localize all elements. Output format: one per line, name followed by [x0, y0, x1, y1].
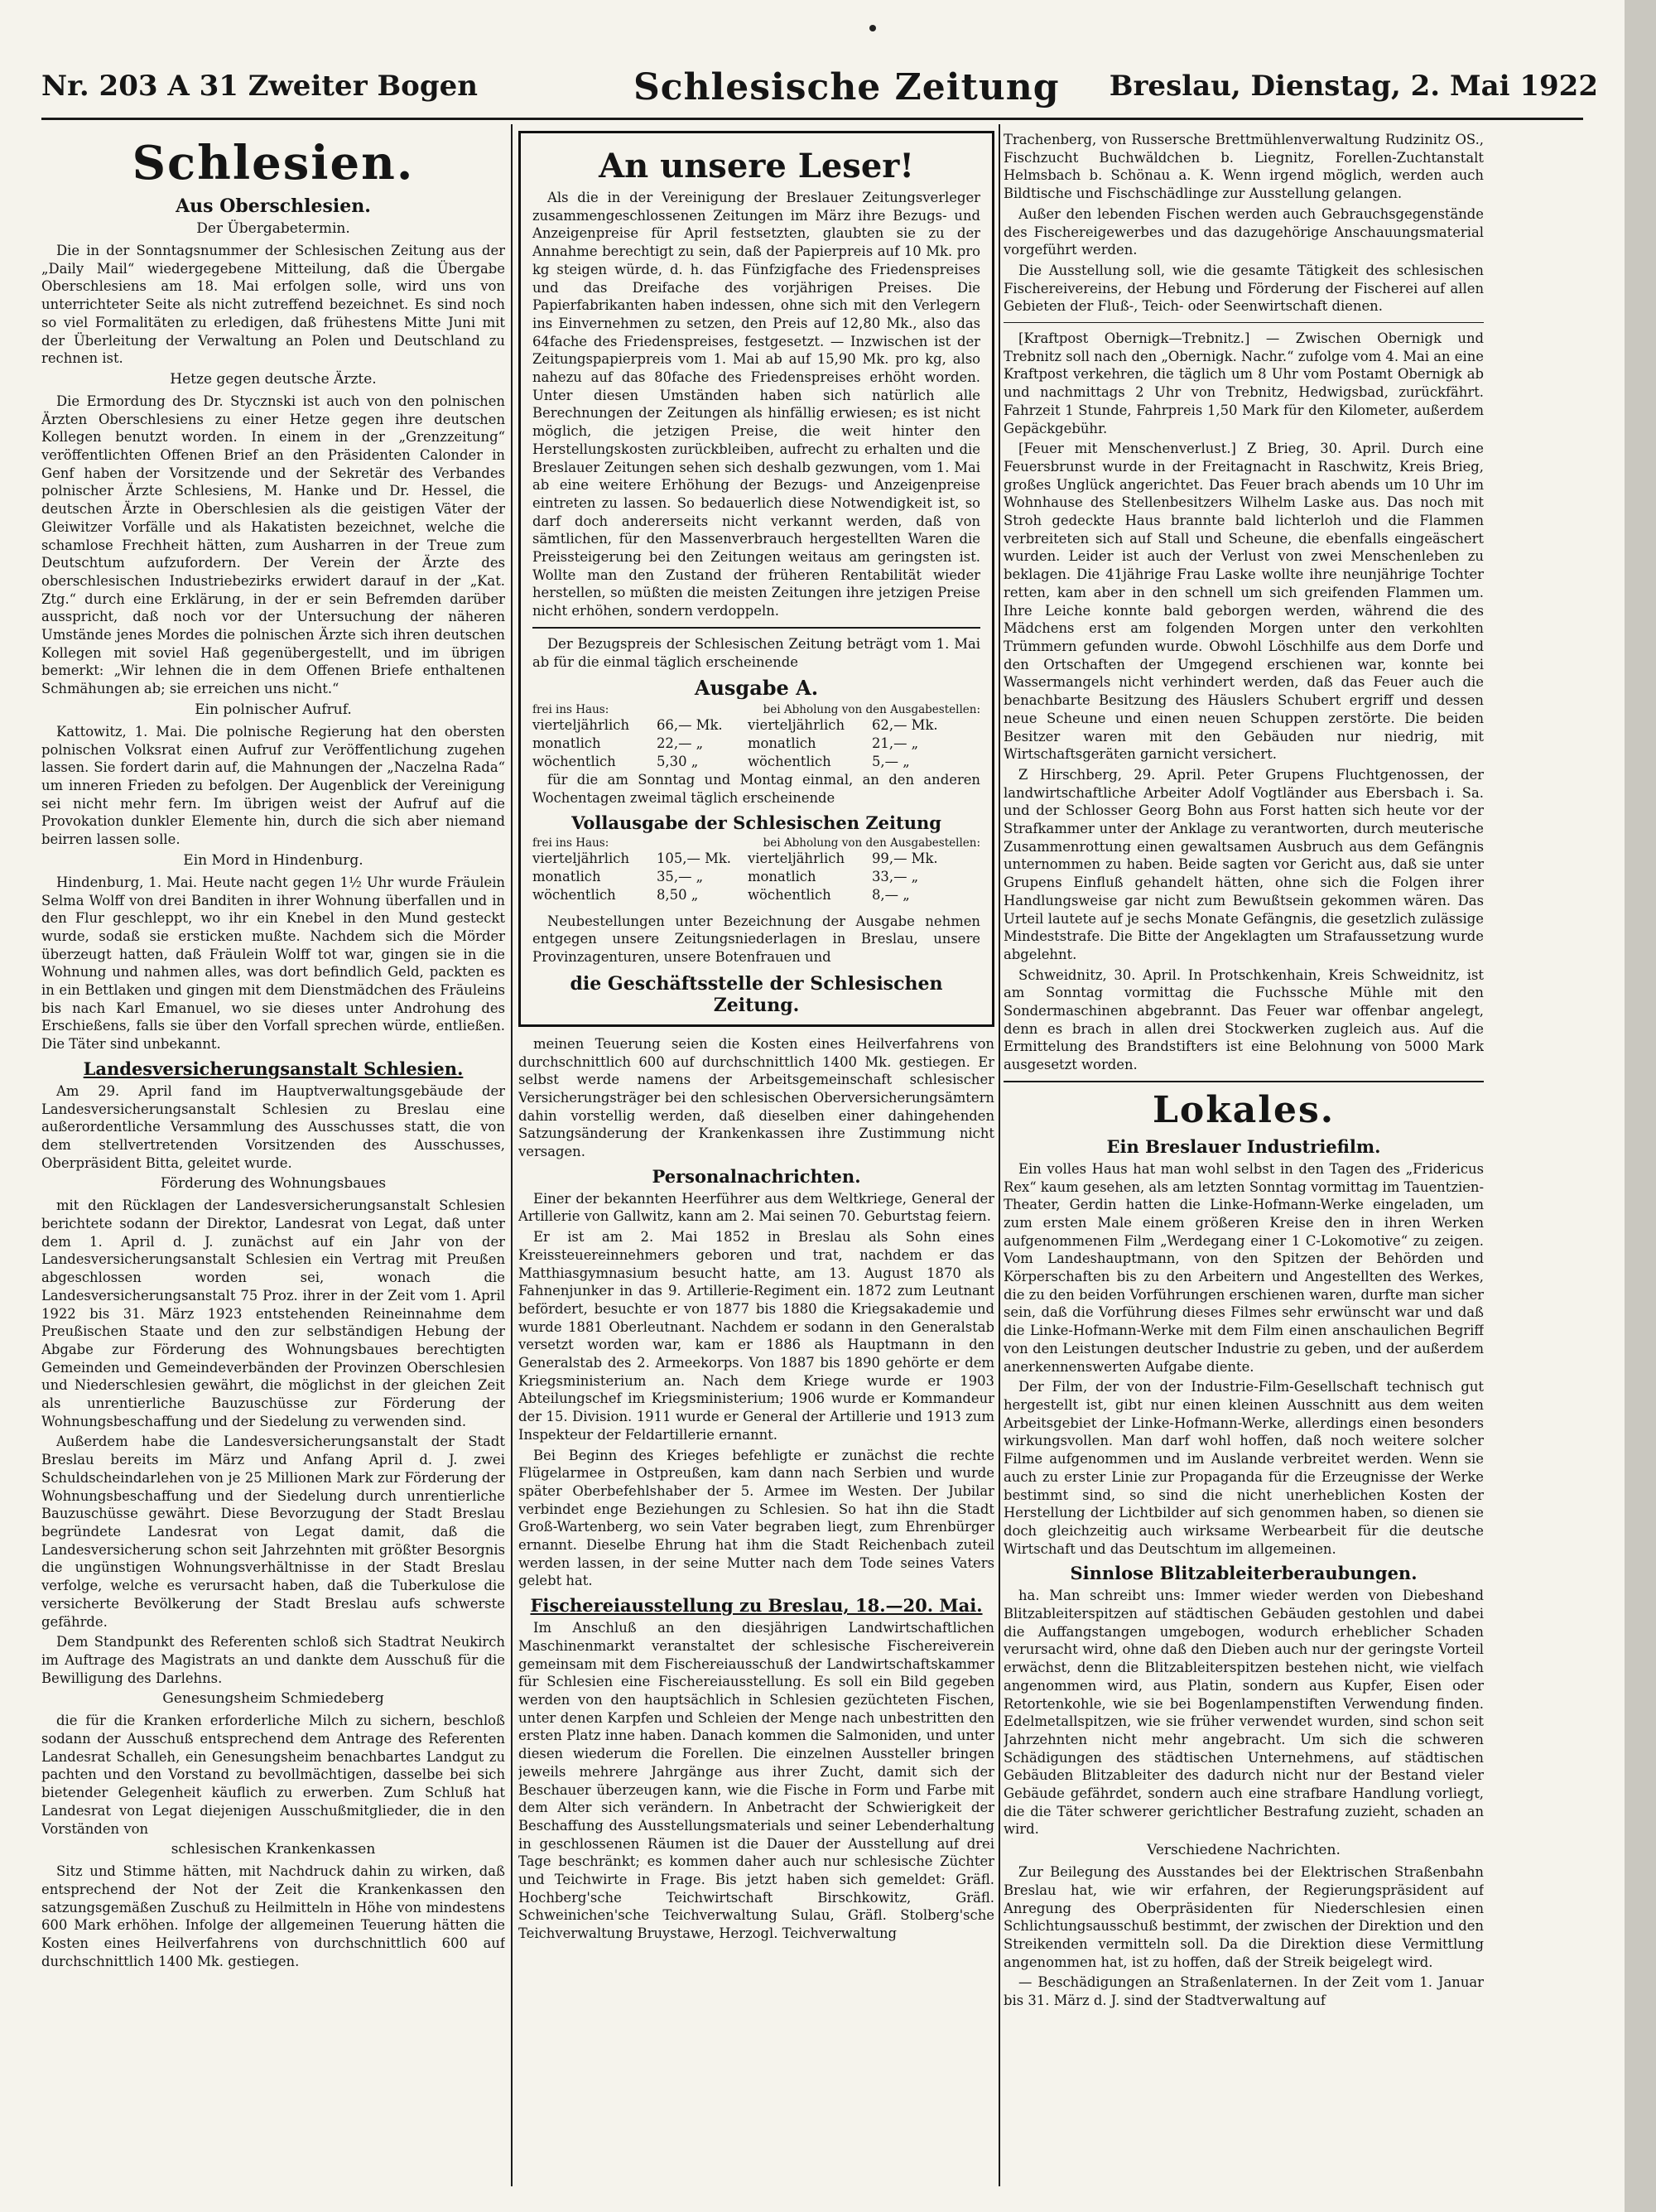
rate-period: wöchentlich [532, 886, 616, 903]
subhead: Verschiedene Nachrichten. [1147, 1842, 1341, 1859]
rate-value: 66,— Mk. [657, 717, 723, 734]
article-paragraph: ha. Man schreibt uns: Immer wieder werden von Diebeshand Blitzableiterspitzen auf städtischen Gebäuden gestohlen und dabei die Auffangstangen umgebogen, wodurch erheblicher Schaden verursacht wird, ohne daß den Dieben auch nur der geringste Vorteil erwächst, denn die Blitzableiterspitzen bestehen nicht, wie vielfach angenommen wird, aus Platin, sondern aus Kupfer, Eisen oder Retortenkohle, wie sie bei Bogenlampenstiften Verwendung finden. Edelmetallspitzen, wie sie früher verwendet wurden, sind schon seit Jahrzehnten nicht mehr angebracht. Um sich die schweren Schädigungen des städtischen Unternehmens, auf städtischen Gebäuden Blitzableiter des dadurch nicht nur der Bestand vieler Gebäude gefährdet, sondern auch eine strafbare Handlung vorliegt, die die Täter schwerer gerichtlicher Bestrafung zuzieht, schaden an wird. [1004, 1588, 1484, 1838]
rate-header-left: frei ins Haus: [532, 836, 609, 850]
rate-value: 22,— „ [657, 735, 704, 752]
notice-paragraph: Als die in der Vereinigung der Breslauer Zeitungsverleger zusammengeschlossenen Zeitungen im März ihre Bezugs- und Anzeigenpreise für April festsetzten, glaubten sie zu der Annahme berechtigt zu sein, daß der Papierpreis auf 10 Mk. pro kg steigen würde, d. h. das Fünfzigfache des Friedenspreises und das Dreifache des vorjährigen Preises. Die Papierfabrikanten haben indessen, ohne sich mit den Verlegern ins Einvernehmen zu setzen, den Preis auf 12,80 Mk., also das 64fache des Friedenspreises, festgesetzt. — Inzwischen ist der Zeitungspapierpreis vom 1. Mai ab auf 15,90 Mk. pro kg, also nahezu auf das 80fache des Friedenspreises erhöht worden. Unter diesen Umständen haben sich natürlich alle Berechnungen der Zeitungen als hinfällig erwiesen; es ist nicht möglich, die jetzigen Preise, die weit hinter den Herstellungskosten zurückbleiben, aufrecht zu erhalten und die Breslauer Zeitungen sehen sich deshalb gezwungen, vom 1. Mai ab eine weitere Erhöhung der Bezugs- und Anzeigenpreise eintreten zu lassen. So bedauerlich diese Notwendigkeit ist, so darf doch andererseits nicht verkannt werden, daß von sämtlichen, für den Massenverbrauch hergestellten Waren die Preissteigerung bei den Zeitungen weitaus am geringsten ist. Wollte man den Zustand der früheren Rentabilität wieder herstellen, so müßten die meisten Zeitungen ihre jetzigen Preise nicht erhöhen, sondern verdoppeln. [532, 190, 980, 619]
column-rule-2 [999, 124, 1000, 2186]
article-paragraph: [Kraftpost Obernigk—Trebnitz.] — Zwischen Obernigk und Trebnitz soll nach den „Obernigk. Nachr.“ zufolge vom 4. Mai an eine Kraftpost verkehren, die täglich um 8 Uhr vom Postamt Obernigk ab und nachmittags 2 Uhr von Trebnitz, Hedwigsbad, zurückfährt. Fahrzeit 1 Stunde, Fahrpreis 1,50 Mark für den Kilometer, außerdem Gepäckgebühr. [1004, 330, 1484, 436]
article-paragraph: mit den Rücklagen der Landesversicherungsanstalt Schlesien berichtete sodann der Direktor, Landesrat von Legat, daß unter dem 1. April d. J. zunächst auf ein Jahr von der Landesversicherungsanstalt Schlesien ein Vertrag mit Preußen abgeschlossen worden sei, wonach die Landesversicherungsanstalt 75 Proz. ihrer in der Zeit vom 1. April 1922 bis 31. März 1923 entstehenden Reineinnahme dem Preußischen Staate und den zur selbständigen Hebung der Abgabe zur Förderung des Wohnungsbaues berechtigten Gemeinden und Gemeindeverbänden der Provinzen Oberschlesien und Niederschlesien gewährt, die möglichst in der gleichen Zeit als unrentierliche Bauzuschüsse zur Förderung der Wohnungsbeschaffung und der Siedelung zu verwenden sind. [41, 1198, 505, 1429]
rate-header-right: bei Abholung von den Ausgabestellen: [763, 703, 980, 717]
article-paragraph: Einer der bekannten Heerführer aus dem Weltkriege, General der Artillerie von Gallwitz, kann am 2. Mai seinen 70. Geburtstag feiern. [518, 1190, 994, 1225]
subhead: Fischereiausstellung zu Breslau, 18.—20. Mai. [530, 1595, 983, 1617]
article-paragraph: meinen Teuerung seien die Kosten eines Heilverfahrens von durchschnittlich 600 auf durchschnittlich 1400 Mk. gestiegen. Er selbst werde namens der Arbeitsgemeinschaft schlesischer Versicherungsträger bei den schlesischen Oberversicherungsämtern dahin vorstellig werden, daß dieselben einer dahingehenden Satzungsänderung der Krankenkassen ihre Zustimmung nicht versagen. [518, 1035, 994, 1160]
article-paragraph: Er ist am 2. Mai 1852 in Breslau als Sohn eines Kreissteuereinnehmers geboren und trat, nachdem er das Matthiasgymnasium besucht hatte, am 13. August 1870 als Fahnenjunker in das 9. Artillerie-Regiment ein. 1872 zum Leutnant befördert, besuchte er von 1877 bis 1880 die Kriegsakademie und wurde 1881 Oberleutnant. Nachdem er sodann in den Generalstab versetzt worden war, kam er 1886 als Hauptmann in den Generalstab des 2. Armeekorps. Von 1887 bis 1890 gehörte er dem Kriegsministerium an. Nach dem Kriege wurde er 1903 Abteilungschef im Kriegsministerium; 1906 wurde er Kommandeur der 15. Division. 1911 wurde er General der Artillerie und 1913 zum Inspekteur der Feldartillerie ernannt. [518, 1229, 994, 1443]
subhead: Landesversicherungsanstalt Schlesien. [83, 1058, 464, 1079]
rate-value: 8,50 „ [657, 886, 699, 903]
article-paragraph: Außerdem habe die Landesversicherungsanstalt der Stadt Breslau bereits im März und Anfang April d. J. zwei Schuldscheindarlehen von je 25 Millionen Mark zur Förderung der Wohnungsbeschaffung und der Siedelung durch unrentierliche Bauzuschüsse gewährt. Diese Bevorzugung der Stadt Breslau begründete Landesrat von Legat damit, daß die Landesversicherung schon seit Jahrzehnten mit größter Besorgnis die ungünstigen Wohnungsverhältnisse in der Stadt Breslau verfolge, welche es verursacht haben, daß die Tuberkulose die versicherte Bevölkerung der Stadt Breslau aufs schwerste gefährde. [41, 1434, 505, 1630]
rate-value: 62,— Mk. [872, 717, 938, 734]
rate-value: 5,30 „ [657, 754, 699, 770]
subhead: Hetze gegen deutsche Ärzte. [170, 370, 377, 388]
scan-mark [869, 25, 876, 31]
column-rule-1 [511, 124, 513, 2186]
rate-row [532, 753, 980, 771]
rate-period: wöchentlich [532, 754, 616, 770]
article-paragraph: Sitz und Stimme hätten, mit Nachdruck dahin zu wirken, daß entsprechend der Not der Zeit die Krankenkassen den satzungsgemäßen Zuschuß zu Heilmitteln in Höhe von mindestens 600 Mark erhöhen. Infolge der allgemeinen Teuerung hätten die Kosten eines Heilverfahrens von durchschnittlich 600 auf durchschnittlich 1400 Mk. gestiegen. [41, 1863, 505, 1969]
rate-row [532, 716, 980, 735]
divider [532, 627, 980, 629]
scan-edge [1625, 0, 1656, 2212]
notice-paragraph: für die am Sonntag und Montag einmal, an den anderen Wochentagen zweimal täglich erscheinende [532, 772, 980, 806]
issue-date: Breslau, Dienstag, 2. Mai 1922 [1109, 70, 1598, 103]
rate-value: 5,— „ [872, 754, 910, 770]
rate-period: vierteljährlich [532, 850, 630, 866]
rate-value: 105,— Mk. [657, 850, 732, 866]
header-rule [41, 118, 1583, 120]
section-title-lokales: Lokales. [1152, 1088, 1336, 1131]
notice-paragraph: Der Bezugspreis der Schlesischen Zeitung beträgt vom 1. Mai ab für die einmal täglich erscheinende [532, 635, 980, 670]
subhead: Förderung des Wohnungsbaues [160, 1175, 387, 1193]
article-paragraph: — Beschädigungen an Straßenlaternen. In der Zeit vom 1. Januar bis 31. März d. J. sind der Stadtverwaltung auf [1004, 1974, 1484, 2009]
rate-row [532, 868, 980, 886]
article-paragraph: Dem Standpunkt des Referenten schloß sich Stadtrat Neukirch im Auftrage des Magistrats an und dankte dem Ausschuß für die Bewilligung des Darlehns. [41, 1634, 505, 1686]
article-paragraph: Die Ermordung des Dr. Stycznski ist auch von den polnischen Ärzten Oberschlesiens zu einer Hetze gegen ihre deutschen Kollegen benutzt worden. In einem in der „Grenzzeitung“ veröffentlichten Offenen Brief an den Präsidenten Calonder in Genf haben der Vorsitzende und der Sekretär des Verbandes polnischer Ärzte Schlesiens, M. Hanke und Dr. Hessel, die deutschen Ärzte in Oberschlesien als die geistigen Väter der Gleiwitzer Vorfälle und als Hakatisten bezeichnet, welche die schamlose Frechheit hätten, zum Ausharren in der Treue zum Deutschtum aufzufordern. Der Verein der Ärzte des oberschlesischen Industriebezirks erwidert darauf in der „Kat. Ztg.“ durch eine Erklärung, in der er sein Befremden darüber ausspricht, daß noch vor der Untersuchung der näheren Umstände jenes Mordes die polnischen Ärzte sich ihren deutschen Kollegen mit soviel Haß gegenübergestellt, und im übrigen bemerkt: „Wir lehnen die in dem Offenen Briefe enthaltenen Schmähungen ab; sie erreichen uns nicht.“ [41, 393, 505, 697]
article-paragraph: Trachenberg, von Russersche Brettmühlenverwaltung Rudzinitz OS., Fischzucht Buchwäldchen b. Liegnitz, Forellen-Zuchtanstalt Helmsbach b. Schönau a. K. Wenn irgend möglich, werden auch Bildtische und Fischschädlinge zur Ausstellung gelangen. [1004, 132, 1484, 202]
rate-value: 21,— „ [872, 735, 919, 752]
rate-header-right: bei Abholung von den Ausgabestellen: [763, 836, 980, 850]
article-paragraph: Hindenburg, 1. Mai. Heute nacht gegen 1½ Uhr wurde Fräulein Selma Wolff von drei Banditen in ihrer Wohnung überfallen und in den Flur geschleppt, wo ihr ein Knebel in den Mund gesteckt wurde, sodaß sie ersticken mußte. Nachdem sich die Mörder überzeugt hatten, daß Fräulein Wolff tot war, gingen sie in die Wohnung und nahmen alles, was dort befindlich Geld, packten es in ein Bettlaken und gingen mit dem Dienstmädchen des Fräuleins bis nach Karl Emanuel, wo sie dieses unter Androhung des Erschießens, falls sie über den Vorfall sprechen würde, entließen. Die Täter sind unbekannt. [41, 874, 505, 1053]
issue-number: Nr. 203 A 31 Zweiter Bogen [41, 70, 478, 103]
subhead: Genesungsheim Schmiedeberg [162, 1690, 384, 1708]
column-1 [41, 131, 505, 2181]
rate-row [532, 886, 980, 904]
article-paragraph: Außer den lebenden Fischen werden auch Gebrauchsgegenstände des Fischereigewerbes und das dazugehörige Anschauungsmaterial vorgeführt werden. [1004, 205, 1484, 258]
full-edition-title: Vollausgabe der Schlesischen Zeitung [571, 812, 941, 833]
rate-header [532, 836, 980, 850]
rate-period: vierteljährlich [532, 717, 630, 734]
rate-value: 35,— „ [657, 868, 704, 884]
rate-header-left: frei ins Haus: [532, 703, 609, 717]
rate-period: wöchentlich [748, 886, 831, 903]
article-paragraph: Bei Beginn des Krieges befehligte er zunächst die rechte Flügelarmee in Ostpreußen, kam dann nach Serbien und wurde später Oberbefehlshaber der 5. Armee im Westen. Der Jubilar verbindet enge Beziehungen zu Schlesien. So hat ihn die Stadt Groß-Wartenberg, wo sein Vater begraben liegt, zum Ehrenbürger ernannt. Dieselbe Ehrung hat ihm die Stadt Reichenbach zuteil werden lassen, in der seine Mutter nach dem Tode seines Vaters gelebt hat. [518, 1447, 994, 1589]
rate-period: vierteljährlich [748, 717, 845, 734]
notice-title: An unsere Leser! [599, 147, 914, 186]
article-paragraph: Die Ausstellung soll, wie die gesamte Tätigkeit des schlesischen Fischereivereins, der Hebung und Förderung der Fischerei auf allen Gebieten der Fluß-, Teich- oder Seenwirtschaft dienen. [1004, 262, 1484, 315]
article-paragraph: Schweidnitz, 30. April. In Protschkenhain, Kreis Schweidnitz, ist am Sonntag vormittag die Fuchssche Mühle mit den Sondermaschinen abgebrannt. Das Feuer war offenbar angelegt, denn es brach in allen drei Stockwerken zugleich aus. Auf die Ermittelung des Brandstifters ist eine Belohnung von 5000 Mark ausgesetzt worden. [1004, 966, 1484, 1073]
rate-period: monatlich [748, 735, 816, 752]
rate-row [532, 850, 980, 868]
article-paragraph: Z Hirschberg, 29. April. Peter Grupens Fluchtgenossen, der landwirtschaftliche Arbeiter Adolf Vogtländer aus Ebersbach i. Sa. und der Schlosser Georg Bohn aus Forst hatten sich heute vor der Strafkammer unter der Anklage zu verantworten, durch meuterische Zusammenrottung einen gewaltsamen Ausbruch aus dem Gefängnis unternommen zu haben. Beide sagten vor Gericht aus, daß sie unter Grupens Einfluß gehandelt hätten, ohne sich die Folgen ihrer Handlungsweise gar nicht zum Bewußtsein gekommen wären. Das Urteil lautete auf je sechs Monate Gefängnis, die gesetzlich zulässige Mindeststrafe. Die Bitte der Angeklagten um Strafaussetzung wurde abgelehnt. [1004, 766, 1484, 962]
subhead: Sinnlose Blitzableiterberaubungen. [1070, 1563, 1418, 1584]
article-paragraph: Im Anschluß an den diesjährigen Landwirtschaftlichen Maschinenmarkt veranstaltet der schlesische Fischereiverein gemeinsam mit dem Fischereiausschuß der Landwirtschaftskammer für Schlesien eine Fischereiausstellung. Es soll ein Bild gegeben werden von den hauptsächlich in Schlesien gezüchteten Fischen, unter denen Karpfen und Schleien der Menge nach unbestritten den ersten Platz inne haben. Danach kommen die Salmoniden, und unter diesen wiederum die Forellen. Die einzelnen Aussteller bringen jeweils mehrere Jahrgänge aus ihrer Zucht, damit sich der Beschauer überzeugen kann, wie die Fische in Form und Farbe mit dem Alter sich verändern. In Anbetracht der Schwierigkeit der Beschaffung des Ausstellungsmaterials und seiner Lebenderhaltung in geschlossenen Räumen ist die Dauer der Ausstellung auf drei Tage beschränkt; es kommen daher auch nur schlesische Züchter und Teichwirte in Frage. Bis jetzt haben sich gemeldet: Gräfl. Hochberg'sche Teichwirtschaft Birschkowitz, Gräfl. Schweinichen'sche Teichverwaltung Sulau, Gräfl. Stolberg'sche Teichverwaltung Bruystawe, Herzogl. Teichverwaltung [518, 1620, 994, 1942]
subhead: Aus Oberschlesien. [176, 195, 371, 217]
article-paragraph: Zur Beilegung des Ausstandes bei der Elektrischen Straßenbahn Breslau hat, wie wir erfahren, der Regierungspräsident auf Anregung des Oberpräsidenten für Niederschlesien einen Schlichtungsausschuß bestimmt, der zwischen der Direktion und den Streikenden vermitteln soll. Da die Direktion diese Vermittlung angenommen hat, ist zu hoffen, daß der Streik beigelegt wird. [1004, 1864, 1484, 1970]
article-paragraph: [Feuer mit Menschenverlust.] Z Brieg, 30. April. Durch eine Feuersbrunst wurde in der Freitagnacht in Raschwitz, Kreis Brieg, großes Unglück angerichtet. Das Feuer brach abends um 10 Uhr im Wohnhause des Stellenbesitzers Wilhelm Laske aus. Das noch mit Stroh gedeckte Haus brannte bald lichterloh und die Flammen verbreiteten sich auf Stall und Scheune, die ebenfalls eingeäschert wurden. Leider ist auch der Verlust von zwei Menschenleben zu beklagen. Die 41jährige Frau Laske wollte ihre neunjährige Tochter retten, kam aber in den schnell um sich greifenden Flammen um. Ihre Leiche konnte bald geborgen werden, während die des Mädchens erst am folgenden Morgen unter den verkohlten Trümmern gefunden wurde. Obwohl Löschhilfe aus dem Dorfe und den Ortschaften der Umgegend erschienen war, konnte bei Wassermangels nicht verhindert werden, daß das Feuer auch die benachbarte Besitzung des Häuslers Schubert ergriff und dessen neue Scheune und einen neuen Schuppen zerstörte. Die beiden Besitzer waren mit den Gebäuden nur niedrig, mit Wirtschaftsgeräten garnicht versichert. [1004, 441, 1484, 763]
article-paragraph: die für die Kranken erforderliche Milch zu sichern, beschloß sodann der Ausschuß entsprechend dem Antrage des Referenten Landesrat Schalleh, ein Genesungsheim benachbartes Landgut zu pachten und den Vorstand zu bevollmächtigen, dasselbe bei sich bietender Gelegenheit käuflich zu erwerben. Zum Schluß hat Landesrat von Legat diejenigen Ausschußmitglieder, die in den Vorständen von [41, 1713, 505, 1837]
subhead: Ein polnischer Aufruf. [195, 701, 352, 718]
article-paragraph: Die in der Sonntagsnummer der Schlesischen Zeitung aus der „Daily Mail“ wiedergegebene Mitteilung, daß die Übergabe Oberschlesiens am 18. Mai erfolgen solle, wird uns von unterrichteter Seite als nicht zutreffend bezeichnet. Es sind noch so viel Formalitäten zu erledigen, daß frühestens Mitte Juni mit der Überleitung der Verwaltung an Polen und Deutschland zu rechnen ist. [41, 243, 505, 367]
rate-value: 99,— Mk. [872, 850, 938, 866]
divider [1004, 1081, 1484, 1082]
notice-box [518, 131, 994, 1027]
column-2 [518, 131, 994, 2181]
subhead: Ein Breslauer Industriefilm. [1106, 1135, 1381, 1157]
divider [1004, 322, 1484, 323]
rate-value: 8,— „ [872, 886, 910, 903]
rate-period: monatlich [532, 868, 601, 884]
subhead: Der Übergabetermin. [196, 220, 350, 237]
subhead: Ein Mord in Hindenburg. [183, 851, 363, 869]
rate-period: monatlich [532, 735, 601, 752]
masthead [41, 66, 1615, 116]
rate-value: 33,— „ [872, 868, 919, 884]
section-title-schlesien: Schlesien. [132, 136, 415, 190]
subhead: Personalnachrichten. [652, 1165, 861, 1187]
article-paragraph: Der Film, der von der Industrie-Film-Gesellschaft technisch gut hergestellt ist, gibt nur einen kleinen Ausschnitt aus dem weiten Arbeitsgebiet der Linke-Hofmann-Werke, allerdings einen besonders wirkungsvollen. Man darf wohl hoffen, daß noch weitere solcher Filme aufgenommen und im Auslande verbreitet werden. Wenn sie auch zu erster Linie zur Propaganda für die Erzeugnisse der Werke bestimmt sind, so sind die nicht unerheblichen Kosten der Herstellung der Lichtbilder auf sich genommen haben, so dienen sie doch gleichzeitig auch wirksame Werbearbeit für die deutsche Wirtschaft und das Deutschtum im allgemeinen. [1004, 1379, 1484, 1557]
newspaper-title: Schlesische Zeitung [633, 66, 1060, 108]
rate-period: vierteljährlich [748, 850, 845, 866]
rate-period: wöchentlich [748, 754, 831, 770]
column-3 [1004, 131, 1484, 2181]
edition-a-title: Ausgabe A. [694, 676, 819, 701]
notice-closing: die Geschäftsstelle der Schlesischen Zeitung. [570, 972, 943, 1016]
article-paragraph: Am 29. April fand im Hauptverwaltungsgebäude der Landesversicherungsanstalt Schlesien zu Breslau eine außerordentliche Versammlung des Ausschusses statt, die von dem stellvertretenden Vorsitzenden des Ausschusses, Oberpräsident Bitta, geleitet wurde. [41, 1082, 505, 1171]
subhead: schlesischen Krankenkassen [171, 1841, 376, 1858]
article-paragraph: Kattowitz, 1. Mai. Die polnische Regierung hat den obersten polnischen Volksrat einen Aufruf zur Veröffentlichung zugehen lassen. Sie fordert darin auf, die Mahnungen der „Naczelna Rada“ um inneren Frieden zu befolgen. Der Augenblick der Vereinigung sei nicht mehr fern. Im übrigen weist der Aufruf auf die Provokation dunkler Elemente hin, durch die sich aber niemand beirren lassen solle. [41, 723, 505, 848]
rate-period: monatlich [748, 868, 816, 884]
article-paragraph: Ein volles Haus hat man wohl selbst in den Tagen des „Fridericus Rex“ kaum gesehen, als am letzten Sonntag vormittag im Tauentzien-Theater, Gerdin hatten die Linke-Hofmann-Werke eingeladen, um zum ersten Male einem größeren Kreise den in ihren Werken aufgenommenen Film „Werdegang einer 1 C-Lokomotive“ zu zeigen. Vom Landeshauptmann, von den Spitzen der Behörden und Körperschaften bis zu den Arbeitern und Angestellten des Werkes, die zu den beiden Vorführungen erschienen waren, durfte man sicher sein, daß die Vorführung dieses Filmes sehr erwünscht war und daß die Linke-Hofmann-Werke mit dem Film einen anschaulichen Begriff von den Leistungen deutscher Industrie zu geben, und der außerdem anerkennenswerten Aufgabe diente. [1004, 1160, 1484, 1375]
rate-header [532, 703, 980, 716]
notice-paragraph: Neubestellungen unter Bezeichnung der Ausgabe nehmen entgegen unsere Zeitungsniederlagen in Breslau, unsere Provinzagenturen, unsere Botenfrauen und [532, 913, 980, 966]
rate-row [532, 735, 980, 753]
